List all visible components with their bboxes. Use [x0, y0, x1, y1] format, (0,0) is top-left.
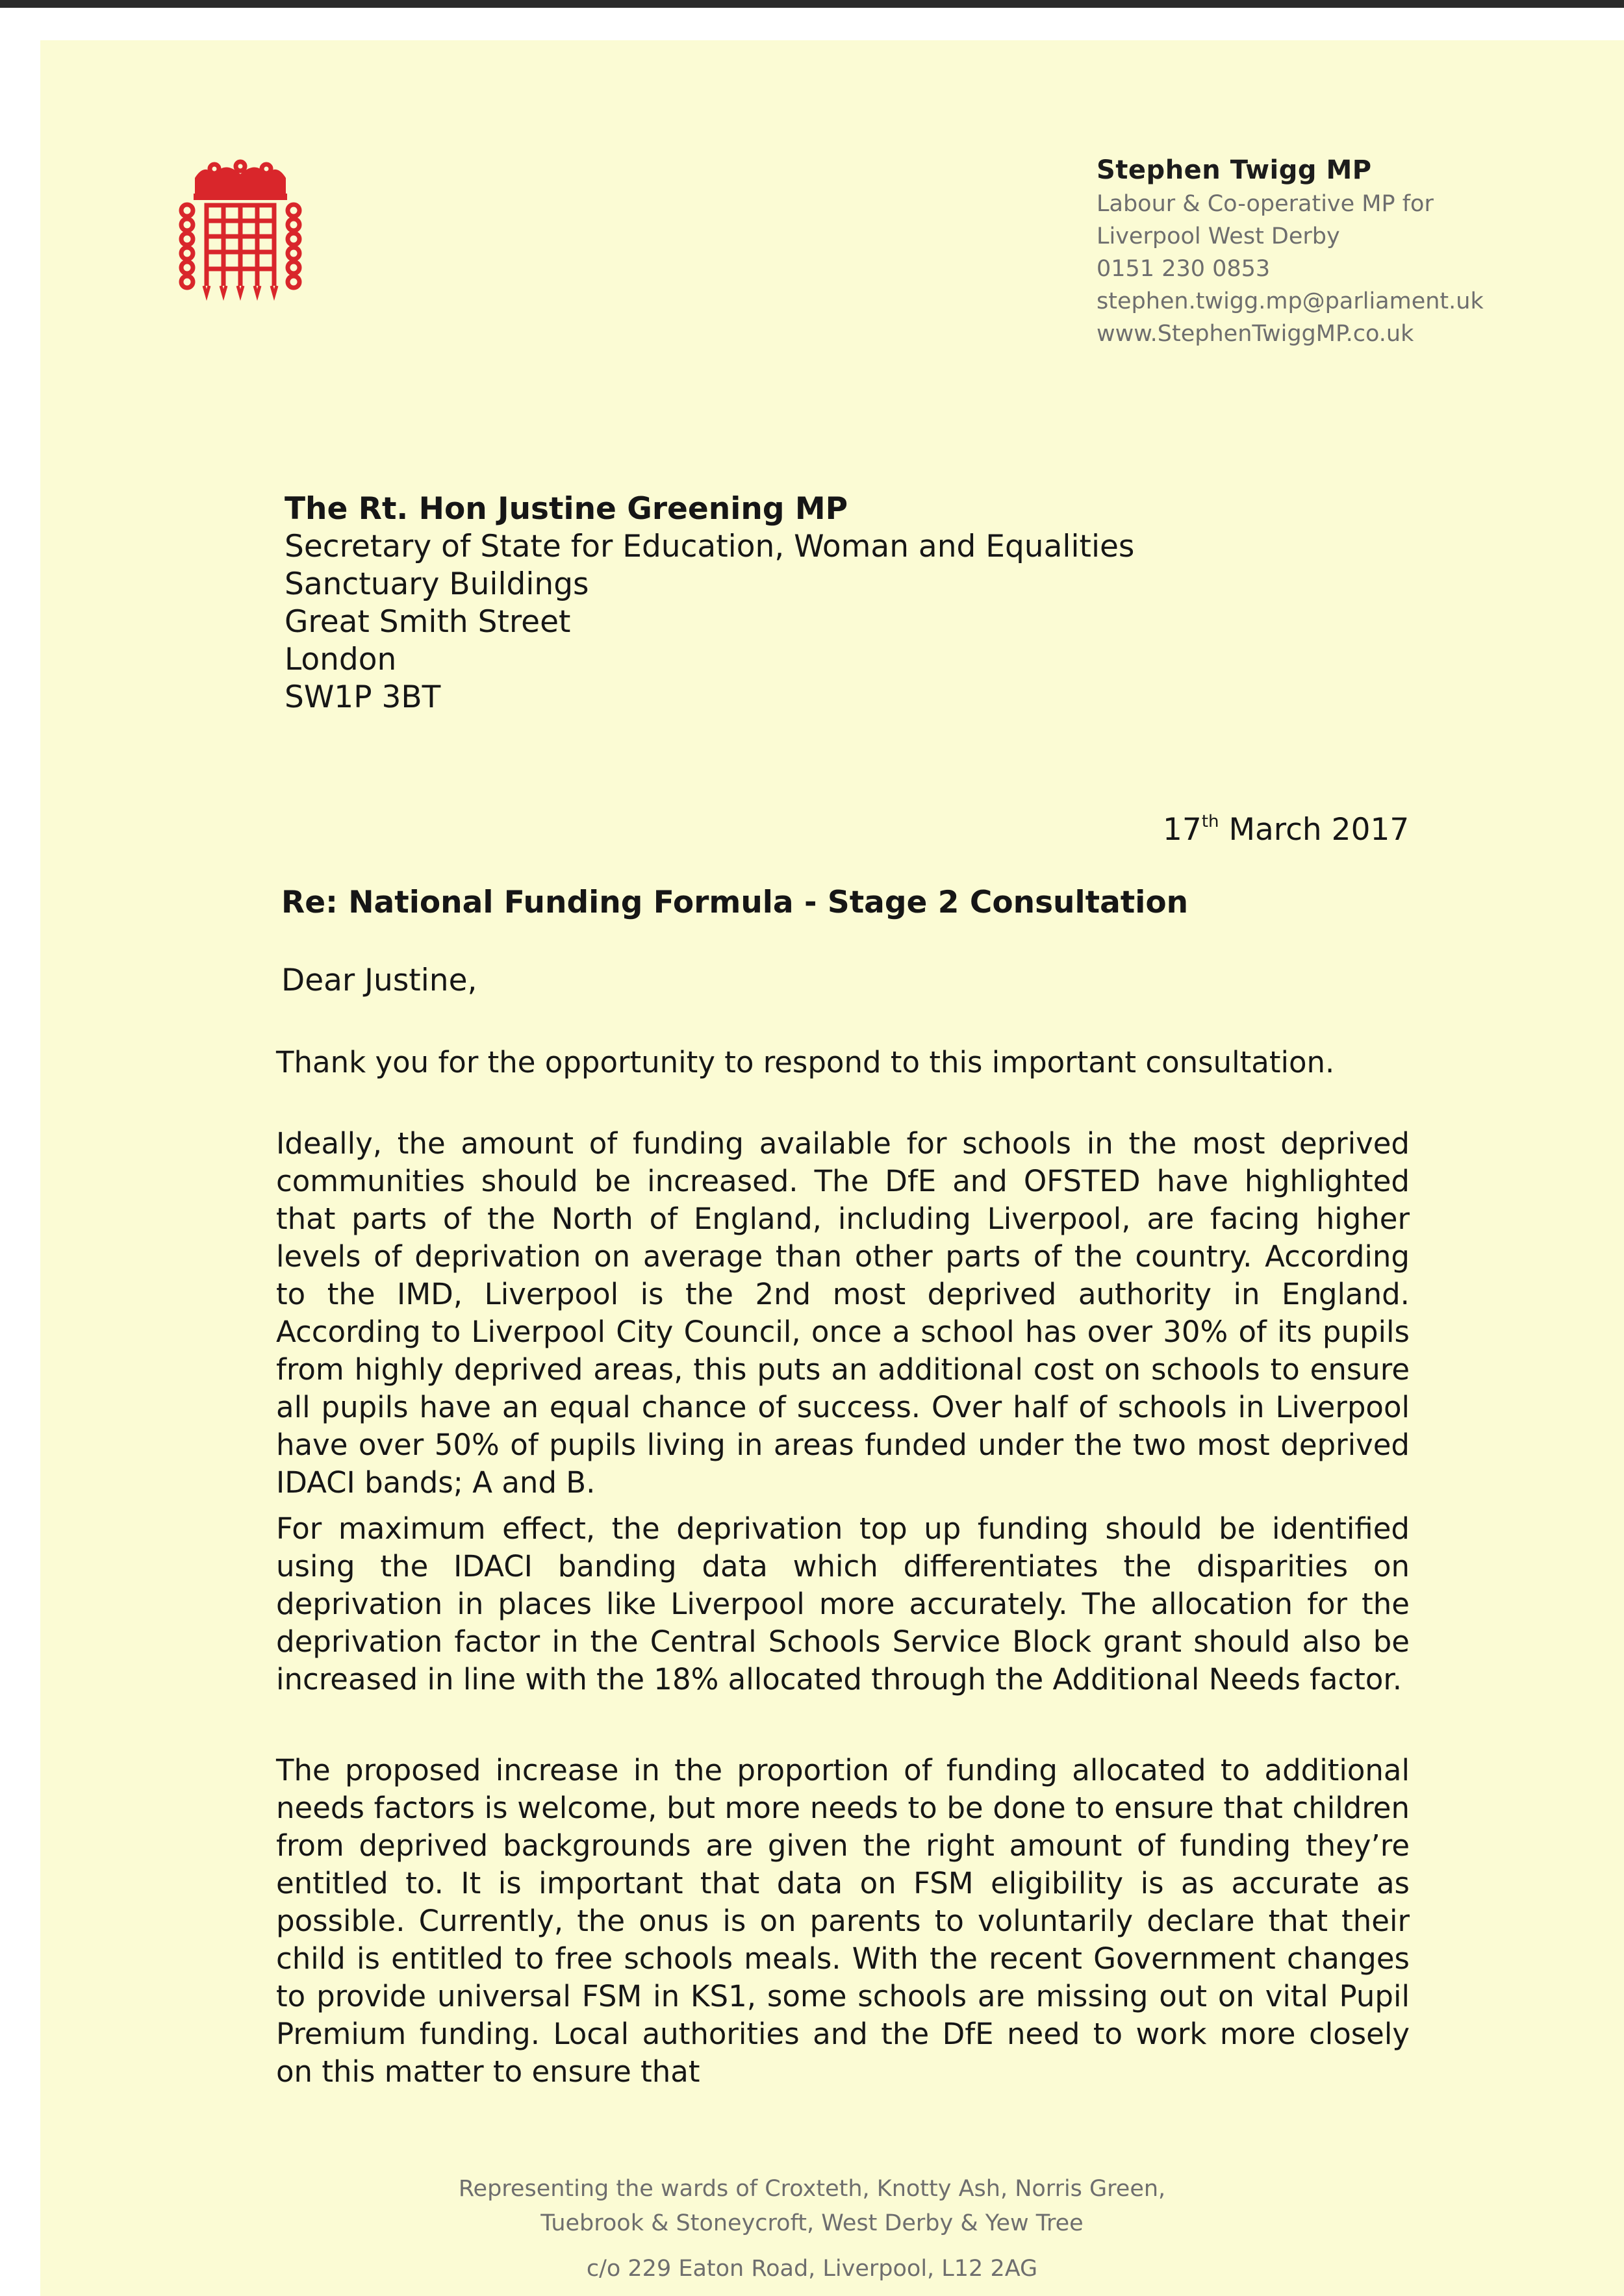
subject-line: Re: National Funding Formula - Stage 2 Consultation	[281, 885, 1189, 920]
sender-name: Stephen Twigg MP	[1097, 155, 1372, 185]
footer-address: c/o 229 Eaton Road, Liverpool, L12 2AG	[586, 2256, 1038, 2282]
sender-role-line2: Liverpool West Derby	[1097, 223, 1340, 249]
recipient-city: London	[285, 642, 397, 677]
recipient-name: The Rt. Hon Justine Greening MP	[285, 491, 848, 527]
portcullis-icon	[175, 156, 305, 304]
recipient-title: Secretary of State for Education, Woman and Equalities	[285, 529, 1135, 564]
footer-wards-line2: Tuebrook & Stoneycroft, West Derby & Yew Tree	[540, 2210, 1084, 2236]
sender-email: stephen.twigg.mp@parliament.uk	[1097, 288, 1484, 314]
recipient-address-line1: Sanctuary Buildings	[285, 566, 589, 602]
salutation: Dear Justine,	[281, 963, 477, 998]
sender-phone: 0151 230 0853	[1097, 256, 1271, 282]
body-paragraph-1: Thank you for the opportunity to respond to this important consultation.	[276, 1045, 1335, 1079]
recipient-postcode: SW1P 3BT	[285, 679, 441, 715]
scan-edge	[0, 0, 1624, 8]
body-paragraph-3: For maximum effect, the deprivation top up funding should be identified using the IDACI banding data which differentiates the disparities on deprivation in places like Liverpool more accurately. The allocation for the deprivation factor in the Central Schools Service Block grant should also be increased in line with the 18% allocated through the Additional Needs factor.	[276, 1511, 1410, 1697]
date-month-year: March 2017	[1228, 812, 1410, 848]
recipient-address-line2: Great Smith Street	[285, 604, 571, 640]
sender-block	[1097, 153, 1512, 350]
body-paragraph-2: Ideally, the amount of funding available for schools in the most deprived communities should be increased. The DfE and OFSTED have highlighted that parts of the North of England, including Liverpool, are facing higher levels of deprivation on average than other parts of the country. According to the IMD, Liverpool is the 2nd most deprived authority in England. According to Liverpool City Council, once a school has over 30% of its pupils from highly deprived areas, this puts an additional cost on schools to ensure all pupils have an equal chance of success. Over half of schools in Liverpool have over 50% of pupils living in areas funded under the two most deprived IDACI bands; A and B.	[276, 1126, 1410, 1500]
sender-role-line1: Labour & Co-operative MP for	[1097, 191, 1434, 217]
recipient-address	[285, 490, 1134, 716]
letter-date	[1163, 812, 1409, 848]
footer-wards-line1: Representing the wards of Croxteth, Knotty Ash, Norris Green,	[458, 2176, 1166, 2202]
body-paragraph-4: The proposed increase in the proportion of funding allocated to additional needs factors is welcome, but more needs to be done to ensure that children from deprived backgrounds are given the right amount of funding they’re entitled to. It is important that data on FSM eligibility is as accurate as possible. Currently, the onus is on parents to voluntarily declare that their child is entitled to free schools meals. With the recent Government changes to provide universal FSM in KS1, some schools are missing out on vital Pupil Premium funding. Local authorities and the DfE need to work more closely on this matter to ensure that	[276, 1753, 1410, 2089]
date-suffix: th	[1201, 812, 1219, 831]
sender-website: www.StephenTwiggMP.co.uk	[1097, 321, 1414, 347]
date-day: 17	[1163, 812, 1202, 848]
